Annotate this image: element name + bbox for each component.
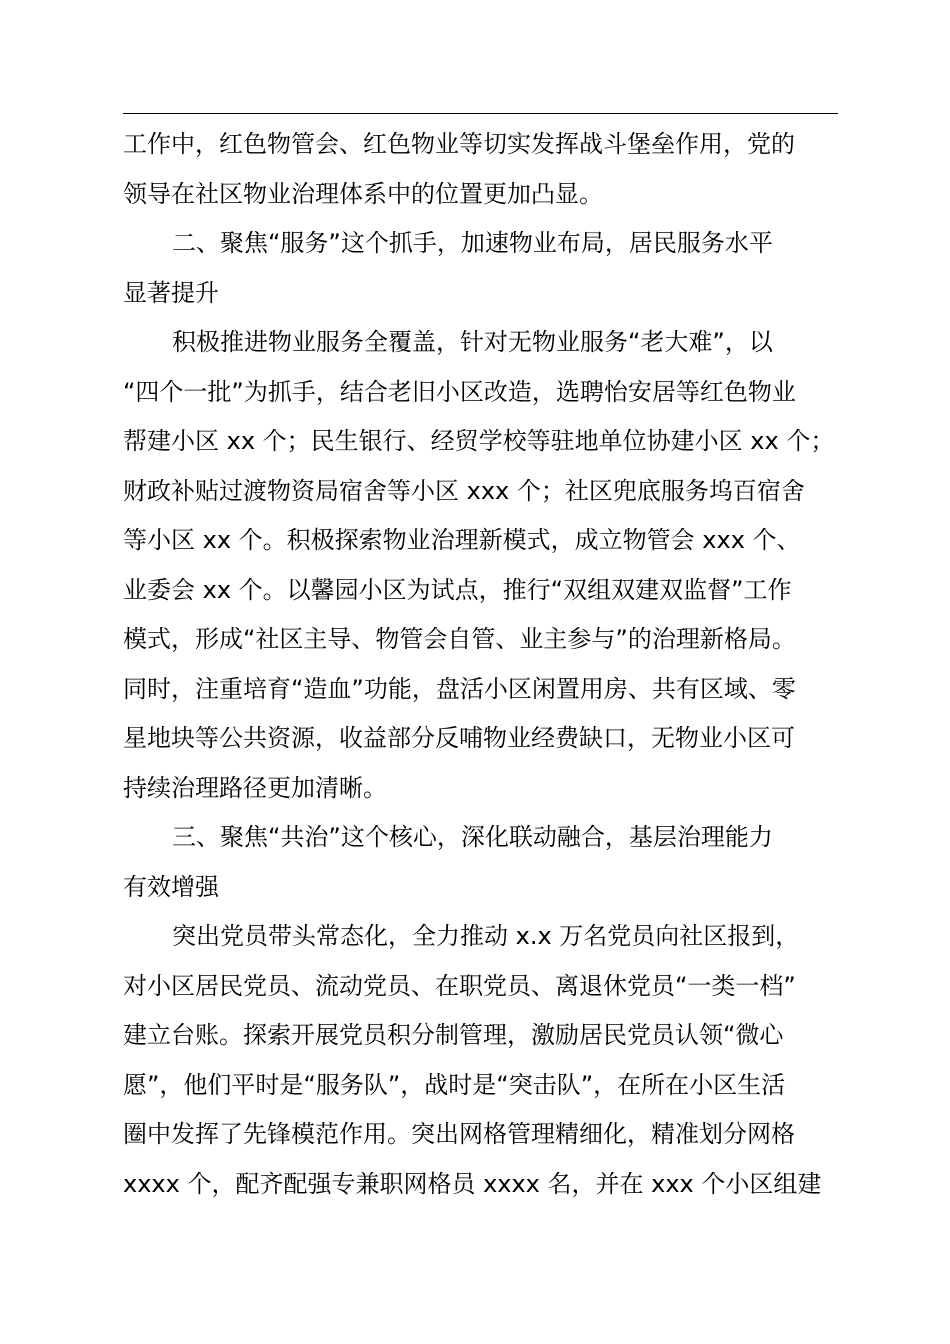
- text-line: 等小区 xx 个。积极探索物业治理新模式，成立物管会 xxx 个、: [123, 526, 801, 554]
- text-line: 积极推进物业服务全覆盖，针对无物业服务“老大难”，以: [172, 328, 773, 356]
- text-line: 星地块等公共资源，收益部分反哺物业经费缺口，无物业小区可: [123, 724, 795, 752]
- text-line: 同时，注重培育“造血”功能，盘活小区闲置用房、共有区域、零: [123, 674, 796, 703]
- header-rule: [123, 113, 838, 114]
- text-line: 愿”，他们平时是“服务队”，战时是“突击队”，在所在小区生活: [123, 1070, 786, 1099]
- text-line: 持续治理路径更加清晰。: [123, 773, 387, 802]
- text-line: xxxx 个，配齐配强专兼职网格员 xxxx 名，并在 xxx 个小区组建: [123, 1169, 822, 1198]
- text-line: 三、聚焦“共治”这个核心，深化联动融合，基层治理能力: [172, 823, 773, 851]
- text-line: 业委会 xx 个。以馨园小区为试点，推行“双组双建双监督”工作: [123, 575, 792, 604]
- text-line: 模式，形成“社区主导、物管会自管、业主参与”的治理新格局。: [123, 625, 796, 653]
- text-line: 显著提升: [123, 278, 219, 307]
- text-line: 对小区居民党员、流动党员、在职党员、离退休党员“一类一档”: [123, 971, 796, 1000]
- text-line: 二、聚焦“服务”这个抓手，加速物业布局，居民服务水平: [172, 229, 773, 257]
- text-line: “四个一批”为抓手，结合老旧小区改造，选聘怡安居等红色物业: [123, 377, 796, 406]
- text-line: 财政补贴过渡物资局宿舍等小区 xxx 个；社区兜底服务坞百宿舍: [123, 476, 805, 505]
- body-text: [123, 120, 863, 1209]
- text-line: 突出党员带头常态化，全力推动 x.x 万名党员向社区报到，: [172, 922, 800, 950]
- text-line: 帮建小区 xx 个；民生银行、经贸学校等驻地单位协建小区 xx 个；: [123, 427, 835, 455]
- text-line: 工作中，红色物管会、红色物业等切实发挥战斗堡垒作用，党的: [123, 130, 795, 158]
- text-line: 有效增强: [123, 872, 219, 901]
- text-line: 建立台账。探索开展党员积分制管理，激励居民党员认领“微心: [123, 1021, 784, 1049]
- text-line: 圈中发挥了先锋模范作用。突出网格管理精细化，精准划分网格: [123, 1120, 795, 1148]
- text-line: 领导在社区物业治理体系中的位置更加凸显。: [123, 179, 603, 208]
